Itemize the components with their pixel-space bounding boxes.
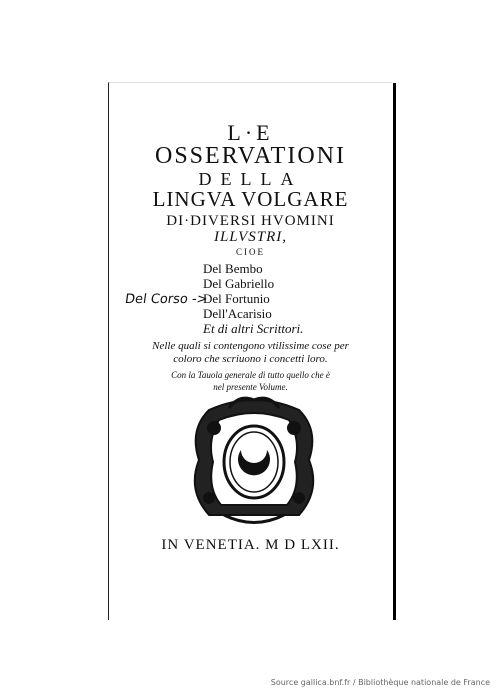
description	[109, 340, 392, 366]
title-line-della: DELLA	[198, 169, 303, 189]
author-item: Del Bembo	[203, 261, 263, 276]
source-credit: Source gallica.bnf.fr / Bibliothèque nationale de France	[270, 678, 490, 687]
title-line-osservationi: OSSERVATIONI	[155, 143, 346, 169]
title-line-illustri: ILLVSTRI,	[213, 229, 288, 245]
author-item: Del Fortunio	[203, 291, 270, 306]
imprint: IN VENETIA. M D LXII.	[161, 537, 340, 553]
title-line-di-diversi: DI·DIVERSI HVOMINI	[166, 213, 335, 229]
title-line-cioe: CIOE	[236, 247, 265, 257]
author-list	[203, 261, 303, 336]
handwritten-annotation: Del Corso ->	[123, 292, 209, 307]
title-line-le: L·E	[227, 120, 274, 145]
title-line-lingua-volgare: LINGVA VOLGARE	[152, 187, 349, 211]
description-line: Nelle quali si contengono vtilissime cose per	[152, 340, 349, 352]
table-note-line: Con la Tauola generale di tutto quello che è	[171, 370, 330, 380]
description-line: coloro che scriuono i concetti loro.	[173, 353, 328, 365]
printers-device-emblem	[179, 390, 329, 530]
author-item: Et di altri Scrittori.	[203, 321, 304, 336]
author-item: Dell'Acarisio	[203, 306, 272, 321]
author-item: Del Gabriello	[203, 276, 275, 291]
table-note-line: nel presente Volume.	[213, 382, 288, 392]
title-page	[108, 82, 392, 620]
